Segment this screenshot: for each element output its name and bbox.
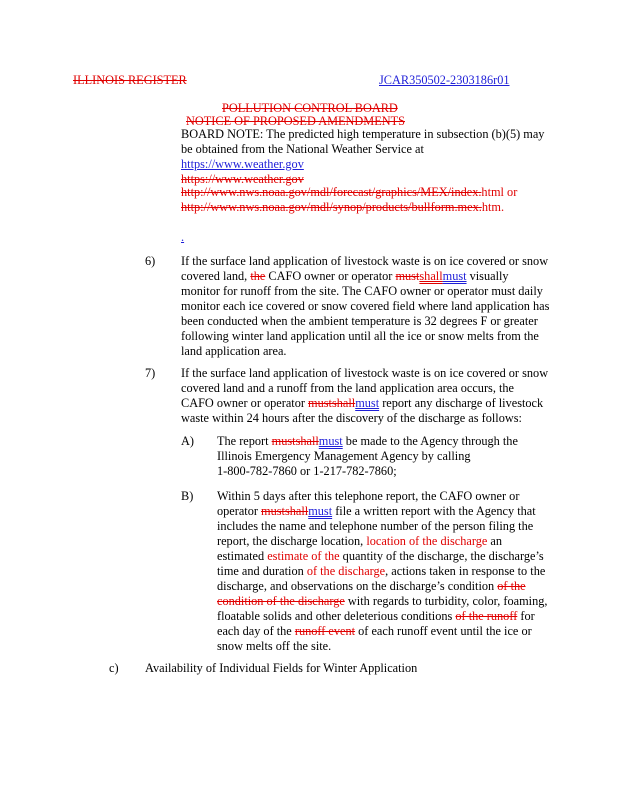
weather-link[interactable] <box>181 157 304 172</box>
itemB-l2e: file a written report with the Agency that <box>332 504 536 518</box>
itemB-l2a: operator <box>217 504 262 518</box>
item6-line1: If the surface land application of livestock waste is on ice covered or snow <box>181 254 549 268</box>
itemA-number: A) <box>181 434 194 448</box>
itemB-line9 <box>217 609 535 624</box>
itemB-l5a: estimated <box>217 549 268 563</box>
itemA-l1b: must <box>271 434 296 448</box>
register-title: ILLINOIS REGISTER <box>73 73 187 87</box>
itemA-l1a: The report <box>217 434 272 448</box>
itemB-l8b: with regards to turbidity, color, foaming, <box>344 594 548 608</box>
nws-link-synop <box>181 200 504 215</box>
itemA-line2: Illinois Emergency Management Agency by calling <box>217 449 471 463</box>
item6-l2a: covered land, <box>181 269 251 283</box>
weather-link-deleted: https://www.weather.gov <box>181 172 304 186</box>
item6-line5: been conducted when the ambient temperature is 32 degrees F or greater <box>181 314 538 328</box>
itemB-l10a: each day of the <box>217 624 295 638</box>
item6-l2f: must <box>442 269 467 283</box>
itemB-line3: includes the name and telephone number of the person filing the <box>217 519 534 533</box>
nws-link-synop-b: synop/products/bullform.mex. <box>332 200 482 214</box>
item7-line4: waste within 24 hours after the discovery of the discharge as follows: <box>181 411 522 425</box>
board-note-line2: be obtained from the National Weather Service at <box>181 142 424 156</box>
nws-link-mex-tail: html or <box>481 185 518 199</box>
nws-link-synop-c: htm. <box>481 200 505 214</box>
item7-line1: If the surface land application of livestock waste is on ice covered or snow <box>181 366 549 380</box>
itemB-line5 <box>217 549 544 564</box>
inserted-period: . <box>181 230 185 244</box>
itemA-l1e: be made to the Agency through the <box>342 434 518 448</box>
itemB-l9b: of the runoff <box>455 609 518 623</box>
item6-line2 <box>181 269 509 284</box>
itemA-line3: 1-800-782-7860 or 1-217-782-7860; <box>217 464 397 478</box>
nws-link-synop-a: http://www.nws.noaa.gov/mdl/ <box>181 200 333 214</box>
itemB-l4c: an <box>487 534 503 548</box>
item7-l3d: must <box>355 396 380 410</box>
itemB-l9a: floatable solids and other deleterious conditions <box>217 609 456 623</box>
item6-l2b: the <box>250 269 266 283</box>
itemA-line1 <box>217 434 518 449</box>
item7-l3a: CAFO owner or operator <box>181 396 309 410</box>
nws-link-mex <box>181 185 517 200</box>
itemB-l2b: must <box>261 504 285 518</box>
item6-line7: land application area. <box>181 344 287 358</box>
itemB-l6c: , actions taken in response to the <box>385 564 546 578</box>
item7-l3e: report any discharge of livestock <box>379 396 544 410</box>
item7-line3 <box>181 396 543 411</box>
itemB-number: B) <box>181 489 194 503</box>
itemB-line11: snow melts off the site. <box>217 639 332 653</box>
item7-l3c: shall <box>331 396 356 410</box>
itemB-l7a: discharge, and observations on the discharge’s condition <box>217 579 498 593</box>
item7-l3b: must <box>308 396 332 410</box>
itemB-l5c: quantity of the discharge, the discharge’s <box>339 549 544 563</box>
itemB-l7b: of the <box>497 579 526 593</box>
itemA-l1d: must <box>318 434 343 448</box>
item6-line4: monitor each ice covered or snow covered field where land application has <box>181 299 550 313</box>
item6-number: 6) <box>145 254 156 268</box>
docket-number <box>379 73 510 88</box>
item6-line3: monitor for runoff from the site. The CAFO owner or operator must daily <box>181 284 543 298</box>
itemB-line10 <box>217 624 532 639</box>
itemB-l6b: of the discharge <box>306 564 386 578</box>
itemB-l4b: location of the discharge <box>366 534 488 548</box>
itemB-l4a: report, the discharge location, <box>217 534 367 548</box>
docket-base: JCAR350502-2303186 <box>379 73 494 87</box>
itemB-l10c: of each runoff event until the ice or <box>355 624 532 638</box>
itemB-l6a: time and duration <box>217 564 307 578</box>
item6-l2c: CAFO owner or operator <box>265 269 396 283</box>
itemB-line2 <box>217 504 536 519</box>
subsection-c-heading: Availability of Individual Fields for Winter Application <box>145 661 418 675</box>
board-note-line1: BOARD NOTE: The predicted high temperature in subsection (b)(5) may <box>181 127 545 141</box>
docket-suffix: r01 <box>493 73 510 87</box>
itemB-line4 <box>217 534 502 549</box>
board-heading: POLLUTION CONTROL BOARD <box>222 101 398 115</box>
itemB-l8a: condition of the discharge <box>217 594 345 608</box>
itemB-l2d: must <box>308 504 333 518</box>
item7-line2: covered land and a runoff from the land application area occurs, the <box>181 381 515 395</box>
subsection-c-number: c) <box>109 661 119 675</box>
item6-l2e: shall <box>419 269 443 283</box>
item6-l2d: must <box>395 269 420 283</box>
item6-l2g: visually <box>466 269 509 283</box>
itemB-l10b: runoff event <box>294 624 356 638</box>
nws-link-mex-url: http://www.nws.noaa.gov/mdl/forecast/graphics/MEX/index. <box>181 185 482 199</box>
itemB-line8 <box>217 594 547 609</box>
itemB-l9c: for <box>517 609 535 623</box>
itemA-l1c: shall <box>295 434 319 448</box>
itemB-l2c: shall <box>284 504 309 518</box>
item7-number: 7) <box>145 366 156 380</box>
itemB-line7 <box>217 579 526 594</box>
notice-heading: NOTICE OF PROPOSED AMENDMENTS <box>186 114 405 128</box>
itemB-line1: Within 5 days after this telephone report, the CAFO owner or <box>217 489 520 503</box>
itemB-l5b: estimate of the <box>267 549 340 563</box>
item6-line6: following winter land application until all the ice or snow melts from the <box>181 329 539 343</box>
weather-link-text[interactable]: https://www.weather.gov <box>181 157 304 171</box>
itemB-line6 <box>217 564 545 579</box>
